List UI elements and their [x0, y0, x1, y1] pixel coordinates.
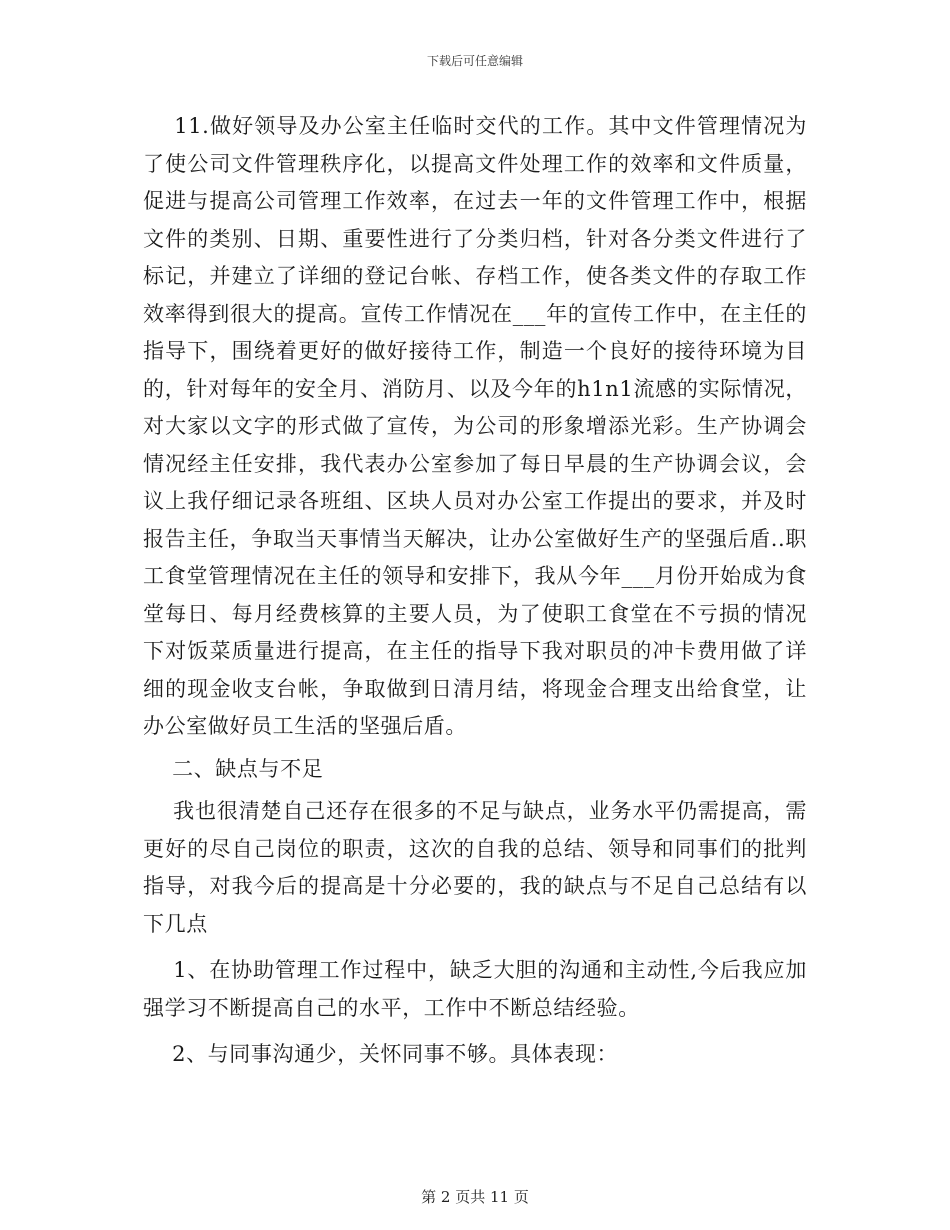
paragraph-shortcomings-intro: 我也很清楚自己还存在很多的不足与缺点，业务水平仍需提高，需更好的尽自己岗位的职责，这次的自我的总结、领导和同事们的批判指导，对我今后的提高是十分必要的，我的缺点与不足自己总结有以下几点: [143, 799, 807, 936]
section-heading-shortcomings: 二、缺点与不足: [143, 756, 324, 781]
paragraph-point-2: 2、与同事沟通少，关怀同事不够。具体表现：: [143, 1042, 619, 1066]
document-body: [143, 108, 807, 1074]
paragraph-work-summary: 11.做好领导及办公室主任临时交代的工作。其中文件管理情况为了使公司文件管理秩序化，以提高文件处理工作的效率和文件质量，促进与提高公司管理工作效率，在过去一年的文件管理工作中，根据文件的类别、日期、重要性进行了分类归档，针对各分类文件进行了标记，并建立了详细的登记台帐、存档工作，使各类文件的存取工作效率得到很大的提高。宣传工作情况在___年的宣传工作中，在主任的指导下，围绕着更好的做好接待工作，制造一个良好的接待环境为目的，针对每年的安全月、消防月、以及今年的h1n1流感的实际情况，对大家以文字的形式做了宣传，为公司的形象增添光彩。生产协调会情况经主任安排，我代表办公室参加了每日早晨的生产协调会议，会议上我仔细记录各班组、区块人员对办公室工作提出的要求，并及时报告主任，争取当天事情当天解决，让办公室做好生产的坚强后盾..职工食堂管理情况在主任的领导和安排下，我从今年___月份开始成为食堂每日、每月经费核算的主要人员，为了使职工食堂在不亏损的情况下对饭菜质量进行提高，在主任的指导下我对职员的冲卡费用做了详细的现金收支台帐，争取做到日清月结，将现金合理支出给食堂，让办公室做好员工生活的坚强后盾。: [143, 114, 807, 738]
paragraph-point-1: 1、在协助管理工作过程中，缺乏大胆的沟通和主动性,今后我应加强学习不断提高自己的水平，工作中不断总结经验。: [143, 958, 807, 1020]
page-header: 下载后可任意编辑: [426, 54, 523, 68]
page-footer: 第 2 页共 11 页: [421, 1188, 529, 1206]
